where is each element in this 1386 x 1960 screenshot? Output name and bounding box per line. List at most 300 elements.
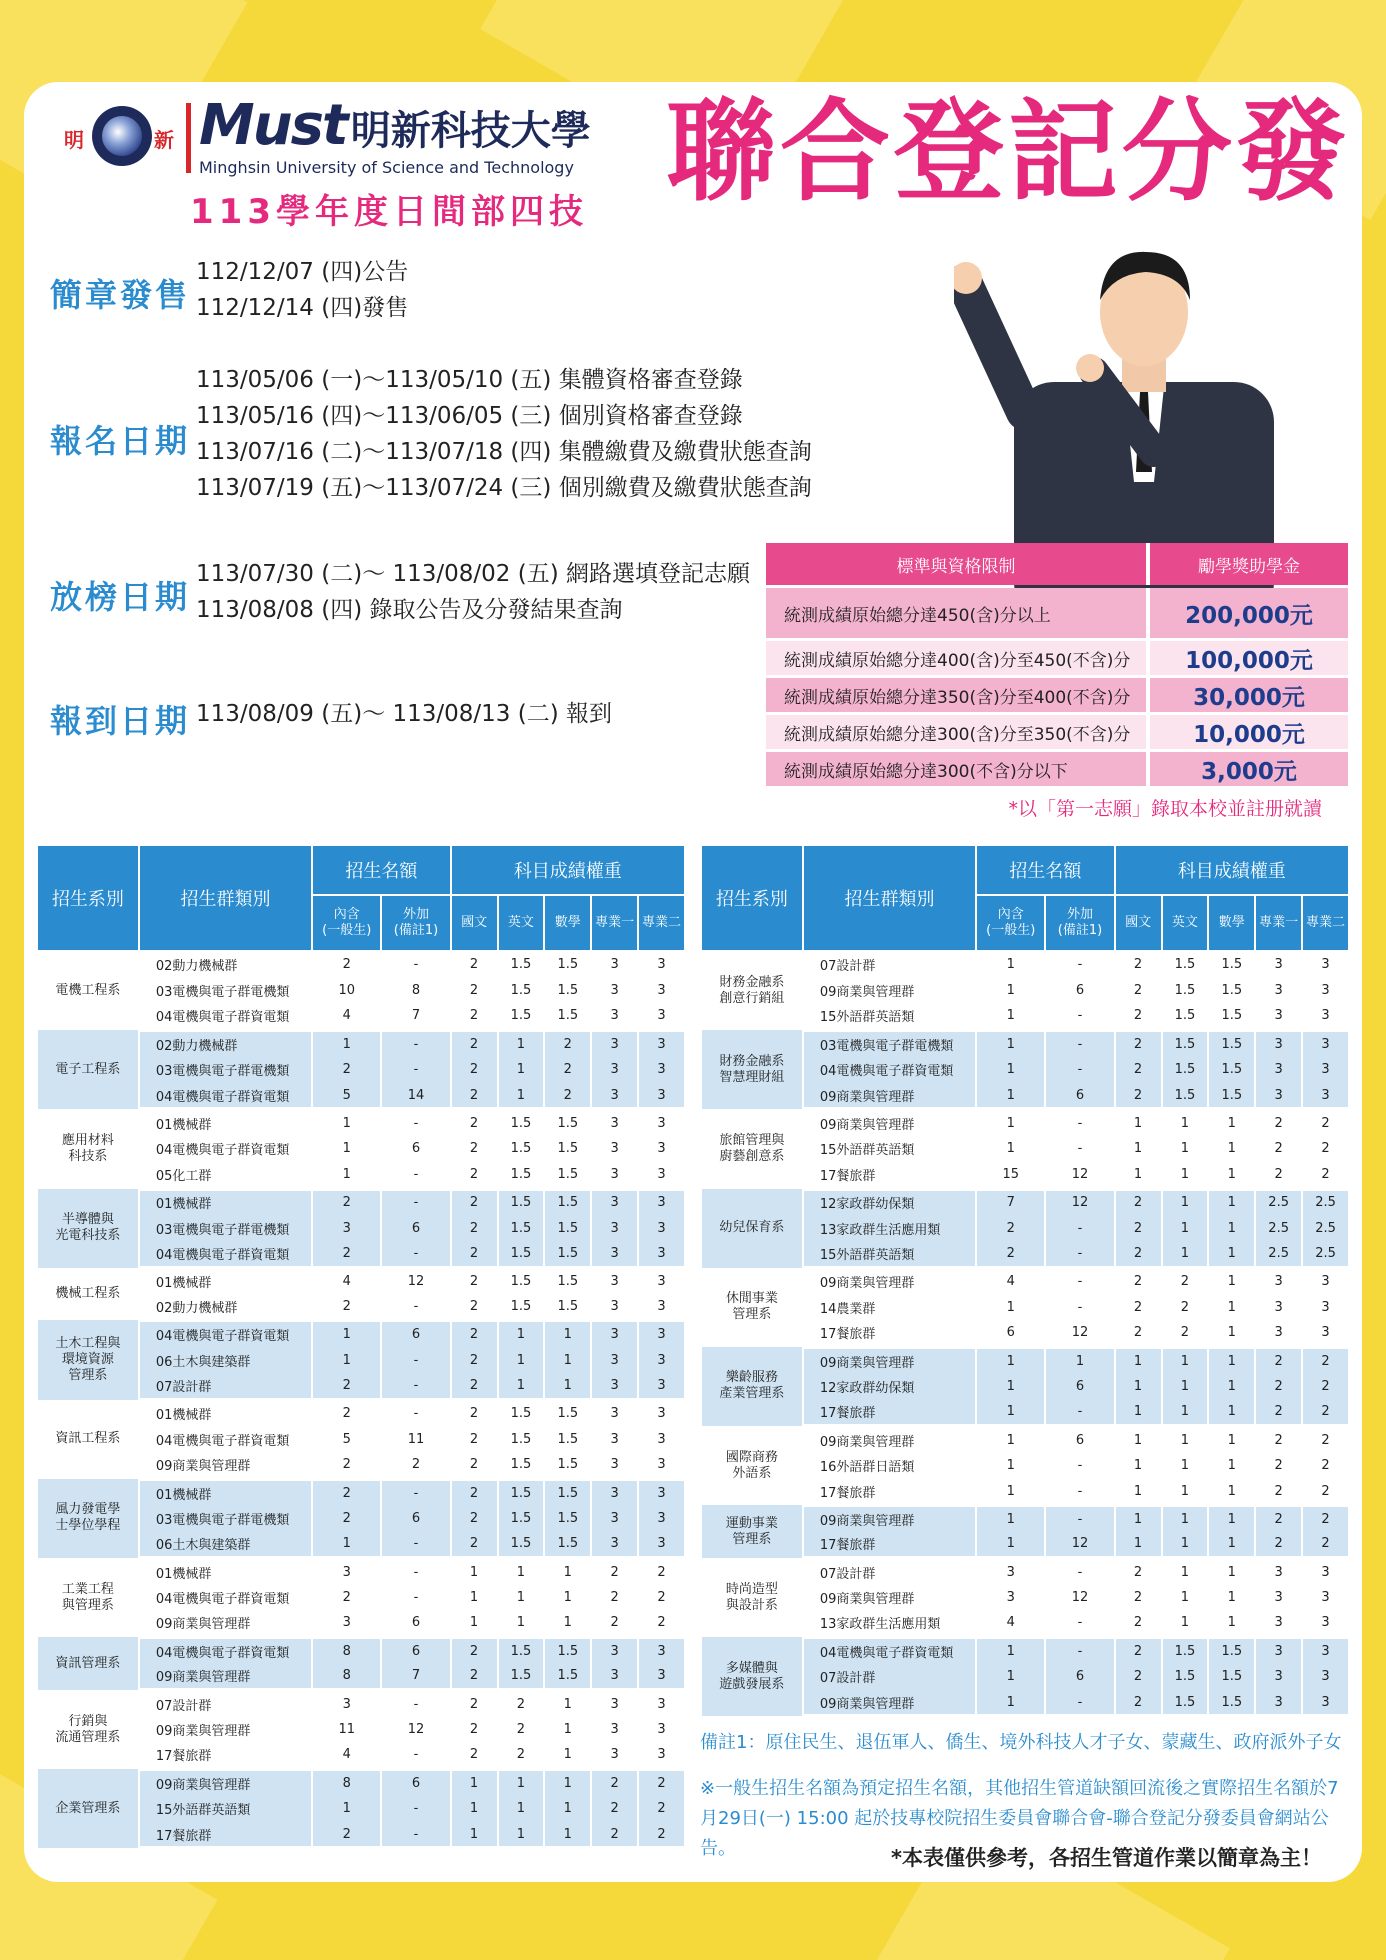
cell-value: 1.5 (544, 1241, 591, 1267)
table-row (701, 951, 1349, 977)
cell-value: 2 (312, 951, 381, 977)
table-row (701, 1505, 1349, 1531)
cell-value: 3 (638, 1241, 685, 1267)
group-name: 01機械群 (139, 1109, 312, 1135)
cell-value: 3 (591, 1189, 638, 1215)
dept-name: 風力發電學 士學位學程 (37, 1479, 139, 1558)
cell-value: 2 (591, 1769, 638, 1795)
group-name: 09商業與管理群 (139, 1664, 312, 1690)
cell-value: 4 (976, 1268, 1045, 1294)
cell-value: 1.5 (544, 977, 591, 1003)
cell-value: 1.5 (1162, 1690, 1209, 1716)
cell-value: - (1045, 1505, 1114, 1531)
cell-value: 1.5 (498, 1637, 545, 1663)
table-row (701, 1030, 1349, 1056)
dept-name: 應用材料 科技系 (37, 1109, 139, 1188)
cell-value: 2 (1115, 1664, 1162, 1690)
cell-value: - (381, 1162, 450, 1188)
group-name: 09商業與管理群 (803, 1083, 976, 1109)
cell-value: 2 (451, 1505, 498, 1531)
cell-value: 2 (638, 1796, 685, 1822)
timeline-lines: 112/12/07 (四)公告 112/12/14 (四)發售 (196, 259, 409, 321)
cell-value: 5 (312, 1083, 381, 1109)
cell-value: 6 (381, 1320, 450, 1346)
cell-value: 2 (544, 1083, 591, 1109)
cell-value: 1.5 (544, 1189, 591, 1215)
cell-value: 1 (498, 1373, 545, 1399)
cell-value: 3 (638, 1479, 685, 1505)
cell-value: 1 (544, 1611, 591, 1637)
group-name: 12家政群幼保類 (803, 1373, 976, 1399)
cell-value: 2 (451, 1426, 498, 1452)
cell-value: 3 (591, 1690, 638, 1716)
col-pro2: 專業二 (638, 895, 685, 951)
group-name: 03電機與電子群電機類 (803, 1030, 976, 1056)
cell-value: 1 (976, 1479, 1045, 1505)
cell-value: 15 (976, 1162, 1045, 1188)
cell-value: 3 (976, 1584, 1045, 1610)
cell-value: 6 (1045, 1373, 1114, 1399)
cell-value: 1.5 (1162, 1004, 1209, 1030)
cell-value: 2 (1115, 1690, 1162, 1716)
cell-value: 3 (1255, 1611, 1302, 1637)
cell-value: 1 (1115, 1400, 1162, 1426)
group-name: 04電機與電子群資電類 (139, 1083, 312, 1109)
cell-value: 1 (1208, 1294, 1255, 1320)
dept-name: 行銷與 流通管理系 (37, 1690, 139, 1769)
col-chinese: 國文 (1115, 895, 1162, 951)
table-row (37, 1030, 685, 1056)
cell-value: 7 (381, 1004, 450, 1030)
cell-value: 1 (312, 1796, 381, 1822)
table-row (37, 951, 685, 977)
table-row (37, 1189, 685, 1215)
brand-must: Must (199, 93, 347, 158)
cell-value: 3 (591, 1479, 638, 1505)
cell-value: - (381, 1241, 450, 1267)
cell-value: 2 (1115, 1083, 1162, 1109)
cell-value: 11 (312, 1716, 381, 1742)
cell-value: 2 (451, 1532, 498, 1558)
cell-value: 1.5 (1208, 1083, 1255, 1109)
table-row (37, 1769, 685, 1795)
cell-value: 1 (976, 1347, 1045, 1373)
cell-value: 1 (1208, 1505, 1255, 1531)
cell-value: 12 (1045, 1584, 1114, 1610)
cell-value: 3 (591, 1083, 638, 1109)
cell-value: 1 (498, 1320, 545, 1346)
cell-value: 1 (544, 1743, 591, 1769)
cell-value: 1 (1208, 1400, 1255, 1426)
cell-value: 2 (451, 1479, 498, 1505)
cell-value: 3 (1255, 1637, 1302, 1663)
cell-value: 2 (591, 1558, 638, 1584)
group-name: 09商業與管理群 (803, 1426, 976, 1452)
cell-value: 1.5 (498, 1426, 545, 1452)
cell-value: 3 (1302, 977, 1349, 1003)
cell-value: 2 (1115, 977, 1162, 1003)
cell-value: 2 (976, 1241, 1045, 1267)
col-extra: 外加 (備註1) (381, 895, 450, 951)
table-row (37, 1268, 685, 1294)
scholarship-row: 統測成績原始總分達400(含)分至450(不含)分 100,000元 (766, 641, 1348, 675)
group-name: 04電機與電子群資電類 (139, 1136, 312, 1162)
cell-value: 2.5 (1302, 1241, 1349, 1267)
cell-value: 2 (1255, 1162, 1302, 1188)
cell-value: 1.5 (1208, 951, 1255, 977)
cell-value: 1 (1115, 1452, 1162, 1478)
cell-value: 1.5 (1208, 1690, 1255, 1716)
cell-value: 1 (451, 1584, 498, 1610)
group-name: 01機械群 (139, 1268, 312, 1294)
table-row (701, 1637, 1349, 1663)
cell-value: 3 (638, 1426, 685, 1452)
cell-value: 1 (1162, 1558, 1209, 1584)
dept-name: 機械工程系 (37, 1268, 139, 1321)
group-name: 15外語群英語類 (803, 1241, 976, 1267)
cell-value: 14 (381, 1083, 450, 1109)
cell-value: 2 (638, 1611, 685, 1637)
cell-value: 1 (544, 1320, 591, 1346)
cell-value: 2 (638, 1822, 685, 1848)
cell-value: 1 (1208, 1136, 1255, 1162)
cell-value: 1 (1162, 1241, 1209, 1267)
cell-value: 1.5 (544, 1400, 591, 1426)
page-title: 聯合登記分發 (666, 88, 1350, 216)
group-name: 04電機與電子群資電類 (139, 1426, 312, 1452)
cell-value: - (1045, 1611, 1114, 1637)
cell-value: 1 (1208, 1189, 1255, 1215)
cell-value: 1 (451, 1611, 498, 1637)
group-name: 03電機與電子群電機類 (139, 1057, 312, 1083)
group-name: 09商業與管理群 (803, 1347, 976, 1373)
cell-value: 1 (1162, 1611, 1209, 1637)
school-name-en: Minghsin University of Science and Technology (199, 158, 574, 177)
dept-name: 資訊管理系 (37, 1637, 139, 1690)
cell-value: 3 (1302, 1294, 1349, 1320)
cell-value: 3 (591, 977, 638, 1003)
cell-value: - (381, 1189, 450, 1215)
cell-value: 3 (1255, 1558, 1302, 1584)
cell-value: 1.5 (498, 1664, 545, 1690)
cell-value: 3 (591, 1743, 638, 1769)
group-name: 04電機與電子群資電類 (139, 1584, 312, 1610)
cell-value: 1 (498, 1057, 545, 1083)
cell-value: 2 (1255, 1109, 1302, 1135)
cell-value: 1 (976, 1083, 1045, 1109)
cell-value: - (381, 1584, 450, 1610)
cell-value: 2 (1255, 1347, 1302, 1373)
cell-value: 1 (544, 1796, 591, 1822)
cell-value: 3 (1302, 1268, 1349, 1294)
cell-value: 2 (451, 1690, 498, 1716)
cell-value: 3 (1302, 951, 1349, 977)
dept-name: 休閒事業 管理系 (701, 1268, 803, 1347)
cell-value: 2 (976, 1215, 1045, 1241)
cell-value: 4 (976, 1611, 1045, 1637)
col-group: 招生群類別 (139, 845, 312, 951)
cell-value: 1 (1208, 1452, 1255, 1478)
cell-value: 2 (451, 1452, 498, 1478)
cell-value: 3 (638, 1532, 685, 1558)
cell-value: 1 (1162, 1347, 1209, 1373)
cell-value: 1.5 (1162, 1057, 1209, 1083)
group-name: 16外語群日語類 (803, 1452, 976, 1478)
table-row (701, 1189, 1349, 1215)
cell-value: 1 (1115, 1347, 1162, 1373)
group-name: 07設計群 (139, 1373, 312, 1399)
cell-value: 1 (544, 1347, 591, 1373)
cell-value: 3 (1302, 1558, 1349, 1584)
cell-value: - (1045, 1400, 1114, 1426)
cell-value: 3 (638, 1162, 685, 1188)
cell-value: 3 (638, 1136, 685, 1162)
cell-value: 6 (1045, 1426, 1114, 1452)
group-name: 01機械群 (139, 1479, 312, 1505)
cell-value: 6 (1045, 977, 1114, 1003)
cell-value: 1 (498, 1347, 545, 1373)
group-name: 01機械群 (139, 1558, 312, 1584)
school-name-cn: 明新科技大學 (350, 108, 591, 154)
cell-value: - (1045, 1136, 1114, 1162)
cell-value: 1.5 (498, 1241, 545, 1267)
cell-value: 2 (1115, 951, 1162, 977)
cell-value: 1 (976, 1664, 1045, 1690)
cell-value: 2 (1162, 1268, 1209, 1294)
cell-value: 3 (312, 1611, 381, 1637)
cell-value: 2 (1162, 1294, 1209, 1320)
cell-value: 3 (591, 1400, 638, 1426)
cell-value: 1 (976, 1373, 1045, 1399)
cell-value: 4 (312, 1743, 381, 1769)
cell-value: 2 (1302, 1347, 1349, 1373)
group-name: 06土木與建築群 (139, 1532, 312, 1558)
cell-value: 1 (1208, 1268, 1255, 1294)
cell-value: 2 (544, 1057, 591, 1083)
col-english: 英文 (498, 895, 545, 951)
cell-value: 1 (1162, 1452, 1209, 1478)
cell-value: 1.5 (1208, 1637, 1255, 1663)
cell-value: 3 (591, 1294, 638, 1320)
dept-name: 財務金融系 智慧理財組 (701, 1030, 803, 1109)
group-name: 09商業與管理群 (139, 1452, 312, 1478)
cell-value: 3 (1255, 1664, 1302, 1690)
cell-value: 2 (1115, 1294, 1162, 1320)
cell-value: 1 (1208, 1479, 1255, 1505)
timeline-heading: 報名日期 (50, 422, 191, 460)
timeline-heading: 放榜日期 (50, 578, 191, 616)
cell-value: 3 (591, 1373, 638, 1399)
cell-value: 2 (451, 1030, 498, 1056)
cell-value: 1.5 (498, 977, 545, 1003)
cell-value: 1.5 (1208, 977, 1255, 1003)
cell-value: 1 (1115, 1136, 1162, 1162)
table-row (701, 1426, 1349, 1452)
cell-value: 2 (1255, 1426, 1302, 1452)
group-name: 09商業與管理群 (139, 1716, 312, 1742)
cell-value: 1 (1115, 1505, 1162, 1531)
cell-value: 3 (1302, 1611, 1349, 1637)
cell-value: 2 (451, 1109, 498, 1135)
cell-value: 2 (1115, 1004, 1162, 1030)
cell-value: - (381, 1479, 450, 1505)
cell-value: 1.5 (498, 1189, 545, 1215)
cell-value: 3 (591, 1320, 638, 1346)
cell-value: - (1045, 951, 1114, 977)
cell-value: 3 (1255, 1057, 1302, 1083)
cell-value: 1.5 (498, 1294, 545, 1320)
table-row (701, 1347, 1349, 1373)
group-name: 17餐旅群 (803, 1162, 976, 1188)
table-row (701, 1268, 1349, 1294)
group-name: 17餐旅群 (803, 1320, 976, 1346)
timeline-heading: 簡章發售 (50, 276, 191, 314)
memo-quota-note: ※一般生招生名額為預定招生名額，其他招生管道缺額回流後之實際招生名額於7月29日(一) 15:00 起於技專校院招生委員會聯合會-聯合登記分發委員會網站公告。 (700, 1778, 1339, 1859)
dept-name: 電機工程系 (37, 951, 139, 1030)
cell-value: 1 (544, 1716, 591, 1742)
group-name: 09商業與管理群 (803, 1584, 976, 1610)
cell-value: 3 (1255, 977, 1302, 1003)
cell-value: 1 (498, 1584, 545, 1610)
cell-value: - (381, 951, 450, 977)
cell-value: 3 (591, 1452, 638, 1478)
cell-value: 3 (1302, 1690, 1349, 1716)
dept-name: 資訊工程系 (37, 1400, 139, 1479)
cell-value: 2 (1302, 1136, 1349, 1162)
cell-value: 2 (1115, 1030, 1162, 1056)
cell-value: 1.5 (544, 1505, 591, 1531)
cell-value: 1 (1162, 1162, 1209, 1188)
group-name: 09商業與管理群 (803, 977, 976, 1003)
table-row (37, 1320, 685, 1346)
dept-name: 企業管理系 (37, 1769, 139, 1848)
cell-value: - (381, 1030, 450, 1056)
cell-value: 1.5 (1162, 1664, 1209, 1690)
cell-value: 6 (976, 1320, 1045, 1346)
cell-value: 1 (976, 1690, 1045, 1716)
cell-value: 12 (1045, 1532, 1114, 1558)
cell-value: 2 (451, 1268, 498, 1294)
cell-value: 5 (312, 1426, 381, 1452)
dept-name: 樂齡服務 產業管理系 (701, 1347, 803, 1426)
cell-value: 1 (1115, 1109, 1162, 1135)
cell-value: 2 (312, 1479, 381, 1505)
cell-value: 1 (1208, 1241, 1255, 1267)
dept-name: 電子工程系 (37, 1030, 139, 1109)
cell-value: 3 (591, 1162, 638, 1188)
cell-value: 1 (1208, 1558, 1255, 1584)
cell-value: 1 (1162, 1373, 1209, 1399)
cell-value: 1.5 (544, 1637, 591, 1663)
cell-value: 1 (1115, 1532, 1162, 1558)
cell-value: 3 (638, 1716, 685, 1742)
table-row (701, 1558, 1349, 1584)
group-name: 09商業與管理群 (139, 1769, 312, 1795)
group-name: 09商業與管理群 (803, 1268, 976, 1294)
col-math: 數學 (1208, 895, 1255, 951)
cell-value: 1.5 (544, 951, 591, 977)
cell-value: 12 (381, 1716, 450, 1742)
cell-value: 1 (312, 1162, 381, 1188)
cell-value: 3 (638, 1294, 685, 1320)
cell-value: 1 (451, 1769, 498, 1795)
cell-value: 1 (1208, 1215, 1255, 1241)
scholarship-row: 統測成績原始總分達350(含)分至400(不含)分 30,000元 (766, 678, 1348, 712)
group-name: 02動力機械群 (139, 1030, 312, 1056)
cell-value: 1 (1208, 1109, 1255, 1135)
cell-value: 3 (591, 1030, 638, 1056)
cell-value: 1.5 (498, 1532, 545, 1558)
cell-value: 2 (451, 1136, 498, 1162)
group-name: 17餐旅群 (139, 1743, 312, 1769)
cell-value: 2 (1255, 1136, 1302, 1162)
group-name: 04電機與電子群資電類 (139, 1004, 312, 1030)
cell-value: 3 (1302, 1637, 1349, 1663)
cell-value: 1 (976, 1136, 1045, 1162)
group-name: 04電機與電子群資電類 (139, 1320, 312, 1346)
cell-value: - (381, 1796, 450, 1822)
col-pro1: 專業一 (591, 895, 638, 951)
cell-value: 2 (451, 1294, 498, 1320)
col-pro1: 專業一 (1255, 895, 1302, 951)
school-seal-icon: 明 新 (64, 102, 176, 174)
cell-value: 1 (544, 1373, 591, 1399)
cell-value: 1 (976, 977, 1045, 1003)
cell-value: 6 (1045, 1083, 1114, 1109)
subtitle: 113學年度日間部四技 (190, 192, 588, 232)
cell-value: 3 (591, 1109, 638, 1135)
cell-value: 2 (312, 1584, 381, 1610)
group-name: 13家政群生活應用類 (803, 1215, 976, 1241)
cell-value: - (1045, 1215, 1114, 1241)
cell-value: 1 (1162, 1136, 1209, 1162)
cell-value: 1 (498, 1796, 545, 1822)
table-row (37, 1479, 685, 1505)
cell-value: 2 (451, 1716, 498, 1742)
group-name: 15外語群英語類 (803, 1004, 976, 1030)
cell-value: 11 (381, 1426, 450, 1452)
cell-value: 2 (591, 1796, 638, 1822)
group-name: 12家政群幼保類 (803, 1189, 976, 1215)
cell-value: 2 (498, 1690, 545, 1716)
cell-value: - (381, 1294, 450, 1320)
cell-value: - (1045, 1241, 1114, 1267)
cell-value: 1 (976, 1426, 1045, 1452)
cell-value: 12 (1045, 1162, 1114, 1188)
cell-value: - (381, 1400, 450, 1426)
cell-value: - (1045, 1479, 1114, 1505)
group-name: 17餐旅群 (139, 1822, 312, 1848)
cell-value: 2 (1302, 1109, 1349, 1135)
cell-value: 2 (498, 1743, 545, 1769)
group-name: 06土木與建築群 (139, 1347, 312, 1373)
cell-value: 3 (638, 1452, 685, 1478)
group-name: 05化工群 (139, 1162, 312, 1188)
cell-value: 1 (312, 1320, 381, 1346)
cell-value: 3 (591, 951, 638, 977)
cell-value: 1.5 (498, 1004, 545, 1030)
timeline-lines: 113/07/30 (二)～ 113/08/02 (五) 網路選填登記志願 113/08/08 (四) 錄取公告及分發結果查詢 (196, 561, 750, 623)
cell-value: - (1045, 1558, 1114, 1584)
cell-value: 3 (638, 1268, 685, 1294)
col-quota: 招生名額 (976, 845, 1115, 895)
cell-value: - (381, 1743, 450, 1769)
cell-value: 1.5 (498, 1400, 545, 1426)
cell-value: 3 (312, 1558, 381, 1584)
cell-value: 1 (1208, 1611, 1255, 1637)
timeline-heading: 報到日期 (50, 702, 191, 740)
cell-value: - (1045, 1004, 1114, 1030)
